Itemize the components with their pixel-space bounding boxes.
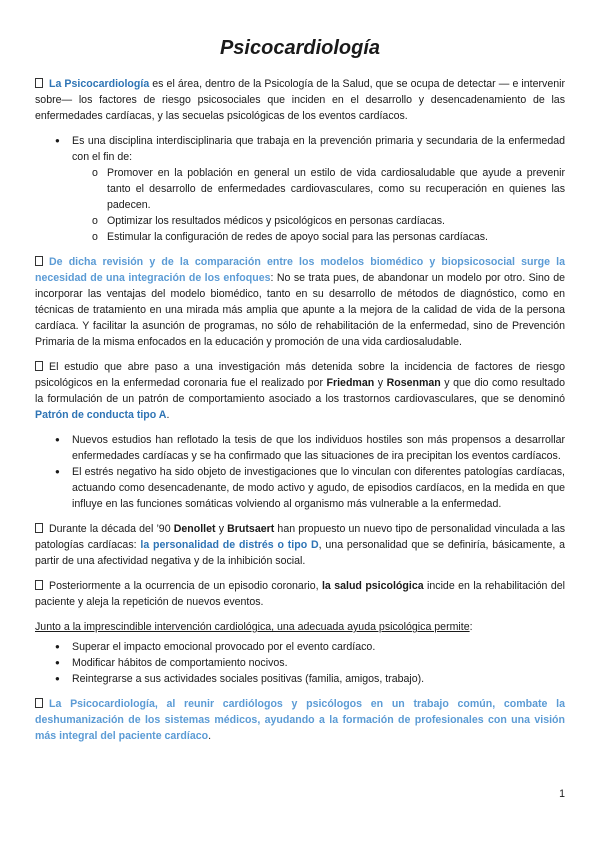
sub-list-item: o Optimizar los resultados médicos y psicológicos en personas cardíacas. (72, 213, 565, 229)
paragraph-type-d (35, 521, 565, 569)
rehab-text-2: incide en la rehabilitación del paciente y aleja la repetición de nuevos eventos. (35, 580, 565, 608)
type-d-text-2: han propuesto un nuevo tipo de personalidad vinculada a las patologías cardíacas: (35, 523, 565, 551)
author-brutsaert: Brutsaert (227, 523, 275, 535)
list-item: ● El estrés negativo ha sido objeto de investigaciones que lo vinculan con diferentes patologías cardíacas, actuando como desencadenante, de modo activo y agudo, de episodios cardíacos, en la medida en que influye en las funciones somáticas volviendo al organismo más vulnerable a la enfermedad. (35, 464, 565, 512)
bullet-list-studies (35, 432, 565, 512)
help-intro-underlined: Junto a la imprescindible intervención cardiológica, una adecuada ayuda psicológica permite (35, 621, 470, 633)
intro-lead: La Psicocardiología (49, 78, 150, 90)
conclusion-text: La Psicocardiología, al reunir cardiólogos y psicólogos en un trabajo común, combate la deshumanización de los sistemas médicos, ayudando a la formación de profesionales con una visión más integral del paciente cardíaco (35, 698, 565, 742)
author-rosenman: Rosenman (386, 377, 441, 389)
list-item: ● Superar el impacto emocional provocado por el evento cardíaco. (35, 639, 565, 655)
list-item-text: Es una disciplina interdisciplinaria que trabaja en la prevención primaria y secundaria de la enfermedad con el fin de: (72, 135, 565, 163)
type-a-pattern: Patrón de conducta tipo A (35, 409, 167, 421)
paragraph-help-intro (35, 619, 565, 635)
checkbox-glyph-icon (35, 580, 43, 590)
conjunction: y (215, 523, 228, 535)
page-title: Psicocardiología (219, 37, 381, 59)
integration-text: : No se trata pues, de abandonar un modelo por otro. Sino de incorporar las ventajas del modelo biomédico, tanto en su desarrollo de métodos de diagnóstico, como en técnicas de tratamiento en una mirada más amplia que apunte a la mejora de la calidad de vida de la persona cardíaca. Y facilitar la asunción de programas, no sólo de rehabilitación de la enfermedad, sino de Prevención Primaria de la misma enfocados en la educación y promoción de una vida cardiosaludable. (35, 272, 566, 348)
list-item: ● Modificar hábitos de comportamiento nocivos. (35, 655, 565, 671)
sub-list-item: o Estimular la configuración de redes de apoyo social para las personas cardíacas. (72, 229, 565, 245)
paragraph-type-a (35, 359, 565, 423)
type-d-text: Durante la década del ’90 (49, 523, 174, 535)
period: . (166, 409, 170, 421)
paragraph-intro (35, 76, 565, 124)
checkbox-glyph-icon (35, 523, 43, 533)
integration-link[interactable]: De dicha revisión y de la comparación entre los modelos biomédico y biopsicosocial surge la necesidad de una integración de los enfoques (35, 256, 565, 284)
list-item: ● Reintegrarse a sus actividades sociales positivas (familia, amigos, trabajo). (35, 671, 565, 687)
type-d-label: la personalidad de distrés o tipo D (140, 539, 319, 551)
checkbox-glyph-icon (35, 698, 43, 708)
psychological-health: la salud psicológica (321, 580, 424, 592)
list-item (35, 133, 565, 245)
document-page (35, 36, 565, 753)
bullet-list-discipline (35, 133, 565, 245)
checkbox-glyph-icon (35, 361, 43, 371)
sub-list-item: o Promover en la población en general un estilo de vida cardiosaludable que ayude a prevenir tanto el desarrollo de enfermedades cardiovasculares, como su recuperación en quienes las padecen. (72, 165, 565, 213)
bullet-list-help (35, 639, 565, 687)
type-d-text-3: , una personalidad que se definiría, básicamente, a partir de una afectividad negativa y de la inhibición social. (35, 539, 565, 567)
period: . (208, 730, 212, 742)
page-number: 1 (559, 788, 565, 800)
author-friedman: Friedman (326, 377, 375, 389)
conjunction: y (374, 377, 387, 389)
checkbox-glyph-icon (35, 256, 43, 266)
intro-text: es el área, dentro de la Psicología de la Salud, que se ocupa de detectar — e intervenir sobre— los factores de riesgo psicosociales que inciden en el desarrollo y desencadenamiento de las enfermedades cardíacas, y las secuelas psicológicas de los eventos cardíacos. (35, 78, 565, 122)
author-denollet: Denollet (173, 523, 216, 535)
type-a-text: El estudio que abre paso a una investigación más detenida sobre la incidencia de factores de riesgo psicológicos en la enfermedad coronaria fue el realizado por (35, 361, 565, 389)
paragraph-integration (35, 254, 565, 350)
sub-list (72, 165, 565, 245)
colon: : (469, 621, 473, 633)
paragraph-conclusion (35, 696, 565, 744)
checkbox-glyph-icon (35, 78, 43, 88)
type-a-text-2: y que dio como resultado la formulación de un patrón de comportamiento asociado a los trastornos cardiovasculares, que se denominó (35, 377, 566, 405)
rehab-text: Posteriormente a la ocurrencia de un episodio coronario, (49, 580, 322, 592)
list-item: ● Nuevos estudios han reflotado la tesis de que los individuos hostiles son más propensos a desarrollar enfermedades cardíacas y se ha confirmado que las situaciones de ira precipitan los eventos cardíacos. (35, 432, 565, 464)
paragraph-rehabilitation (35, 578, 565, 610)
